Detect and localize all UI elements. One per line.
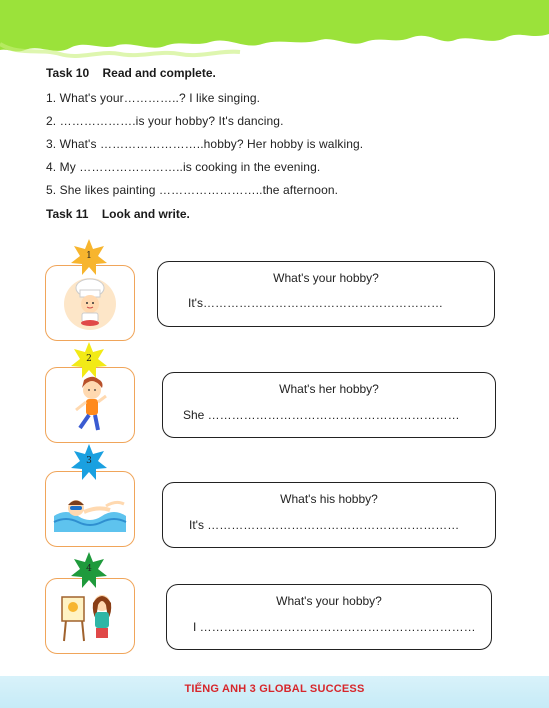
chef-cooking-illustration [46,266,134,340]
task11-instruction: Look and write. [101,207,190,221]
task10-item-3: 3. What's ……………………..hobby? Her hobby is walking. [46,137,364,151]
answer-box-3 [162,482,496,548]
answer-line-2[interactable]: She ……………………………………………………… [183,408,460,422]
star-number-2: 2 [86,354,92,364]
picture-box-1 [45,265,135,341]
footer-title: TIẾNG ANH 3 GLOBAL SUCCESS [184,683,365,695]
task11-title [46,207,190,221]
task10-item-4: 4. My ……………………..is cooking in the evening. [46,160,321,174]
number-star-4 [70,551,108,589]
question-2: What's her hobby? [279,382,379,396]
girl-painting-illustration [46,579,134,653]
answer-box-1 [157,261,495,327]
star-number-1: 1 [86,251,92,261]
answer-box-4 [166,584,492,650]
task10-title [46,66,216,80]
star-number-3: 3 [86,456,92,466]
picture-box-4 [45,578,135,654]
header-wave-decoration [0,0,549,70]
answer-line-4[interactable]: I …………………………………………………………… [193,620,476,634]
task11-label: Task 11 [46,207,89,221]
question-4: What's your hobby? [276,594,382,608]
task10-label: Task 10 [46,66,90,80]
answer-line-3[interactable]: It's ……………………………………………………… [189,518,460,532]
girl-dancing-illustration [46,368,134,442]
boy-swimming-illustration [46,472,134,546]
answer-line-1[interactable]: It's…………………………………………………… [188,296,443,310]
picture-box-3 [45,471,135,547]
question-1: What's your hobby? [273,271,379,285]
number-star-1 [70,238,108,276]
task10-item-5: 5. She likes painting ……………………..the afternoon. [46,183,339,197]
number-star-3 [70,443,108,481]
task10-item-1: 1. What's your…………..? I like singing. [46,91,261,105]
task10-instruction: Read and complete. [102,66,216,80]
question-3: What's his hobby? [280,492,378,506]
number-star-2 [70,341,108,379]
answer-box-2 [162,372,496,438]
star-number-4: 4 [86,564,92,574]
task10-item-2: 2. ……………….is your hobby? It's dancing. [46,114,284,128]
